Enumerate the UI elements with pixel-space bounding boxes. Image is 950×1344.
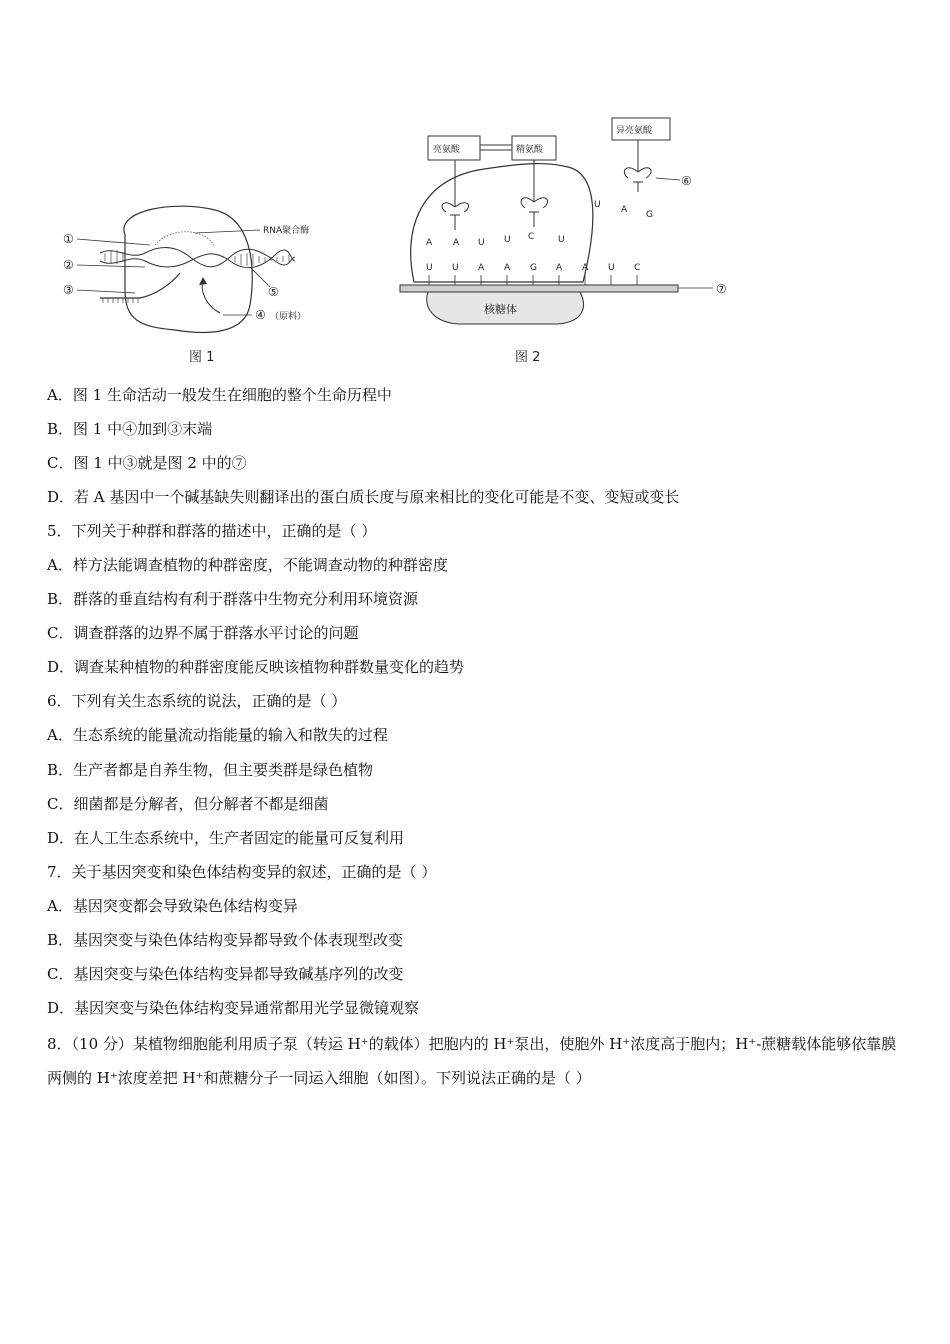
question-7-stem: 7．关于基因突变和染色体结构变异的叙述，正确的是（ ） <box>47 863 437 881</box>
fig1-caption: 图 1 <box>189 350 215 365</box>
anticodon-1-base-1: A <box>426 238 433 248</box>
mrna-base-8: U <box>608 263 615 273</box>
question-7-option-b: B．基因突变与染色体结构变异都导致个体表现型改变 <box>47 931 404 949</box>
fig1-raw-material-label: （原料） <box>270 312 307 322</box>
fig2-marker-6: ⑥ <box>681 174 692 188</box>
mrna-base-6: A <box>556 263 563 273</box>
fig1-marker-2: ② <box>63 258 74 272</box>
question-7-option-c: C．基因突变与染色体结构变异都导致碱基序列的改变 <box>47 965 404 983</box>
fig2-caption: 图 2 <box>515 350 541 365</box>
mrna-base-1: U <box>426 263 433 273</box>
question-8-stem: 8．（10 分）某植物细胞能利用质子泵（转运 H⁺的载体）把胞内的 H⁺泵出，使胞外 H⁺浓度高于胞内；H⁺-蔗糖载体能够依靠膜两侧的 H⁺浓度差把 H⁺和蔗糖分子一同运入细胞（如图）。下列说法正确的是（ ） <box>47 1035 897 1087</box>
mrna-base-3: A <box>478 263 485 273</box>
anticodon-3-base-3: G <box>646 210 653 220</box>
question-4-option-c: C．图 1 中③就是图 2 中的⑦ <box>47 454 247 472</box>
cell-outline-shape <box>124 206 252 332</box>
question-7-option-a: A．基因突变都会导致染色体结构变异 <box>47 897 298 915</box>
question-6-stem: 6．下列有关生态系统的说法，正确的是（ ） <box>47 692 347 710</box>
fig1-marker-4: ④ <box>255 308 266 322</box>
anticodon-3-base-2: A <box>621 205 628 215</box>
anticodon-2-base-2: C <box>528 232 535 242</box>
mrna-base-5: G <box>530 263 537 273</box>
anticodon-2-base-3: U <box>558 235 565 245</box>
fig2-marker-7: ⑦ <box>716 282 727 296</box>
fig2-amino-acid-2: 精氨酸 <box>516 145 544 155</box>
question-5-option-b: B．群落的垂直结构有利于群落中生物充分利用环境资源 <box>47 590 419 608</box>
question-4-option-d: D．若 A 基因中一个碱基缺失则翻译出的蛋白质长度与原来相比的变化可能是不变、变短或变长 <box>47 488 680 506</box>
mrna-base-9: C <box>634 263 641 273</box>
fig1-marker-3: ③ <box>63 283 74 297</box>
question-6-option-b: B．生产者都是自养生物，但主要类群是绿色植物 <box>47 761 374 779</box>
mrna-base-2: U <box>452 263 459 273</box>
rna-strand <box>100 273 180 298</box>
ribosome-large-subunit <box>411 164 593 282</box>
arrow-raw-material <box>202 280 220 313</box>
question-5-option-c: C．调查群落的边界不属于群落水平讨论的问题 <box>47 624 359 642</box>
rna-bases <box>103 298 138 303</box>
mrna-base-4: A <box>504 263 511 273</box>
mrna-strand <box>400 285 678 292</box>
fig1-rna-polymerase-label: RNA聚合酶 <box>263 226 310 236</box>
question-4-option-a: A．图 1 生命活动一般发生在细胞的整个生命历程中 <box>47 386 392 404</box>
fig2-amino-acid-3: 异亮氨酸 <box>616 126 653 136</box>
mrna-base-7: A <box>582 263 589 273</box>
question-6-option-d: D．在人工生态系统中，生产者固定的能量可反复利用 <box>47 829 405 847</box>
question-6-option-c: C．细菌都是分解者，但分解者不都是细菌 <box>47 795 329 813</box>
question-4-option-b: B．图 1 中④加到③末端 <box>47 420 213 438</box>
anticodon-3-base-1: U <box>594 200 601 210</box>
question-5-stem: 5．下列关于种群和群落的描述中，正确的是（ ） <box>47 522 377 540</box>
dna-strand-b <box>100 250 295 268</box>
question-6-option-a: A．生态系统的能量流动指能量的输入和散失的过程 <box>47 726 388 744</box>
fig1-marker-1: ① <box>63 232 74 246</box>
figure-1-transcription-diagram <box>55 195 355 370</box>
question-5-option-a: A．样方法能调查植物的种群密度，不能调查动物的种群密度 <box>47 556 448 574</box>
fig1-marker-5: ⑤ <box>268 285 279 299</box>
mrna-base-ticks <box>429 275 637 285</box>
fig2-amino-acid-1: 亮氨酸 <box>433 145 461 155</box>
anticodon-2-base-1: U <box>504 235 511 245</box>
fig2-ribosome-label: 核糖体 <box>484 303 517 316</box>
rna-polymerase-shape <box>155 232 215 247</box>
figure-2-translation-diagram <box>398 112 738 370</box>
question-5-option-d: D．调查某种植物的种群密度能反映该植物种群数量变化的趋势 <box>47 658 465 676</box>
anticodon-1-base-2: A <box>453 238 460 248</box>
anticodon-1-base-3: U <box>478 238 485 248</box>
question-7-option-d: D．基因突变与染色体结构变异通常都用光学显微镜观察 <box>47 999 420 1017</box>
